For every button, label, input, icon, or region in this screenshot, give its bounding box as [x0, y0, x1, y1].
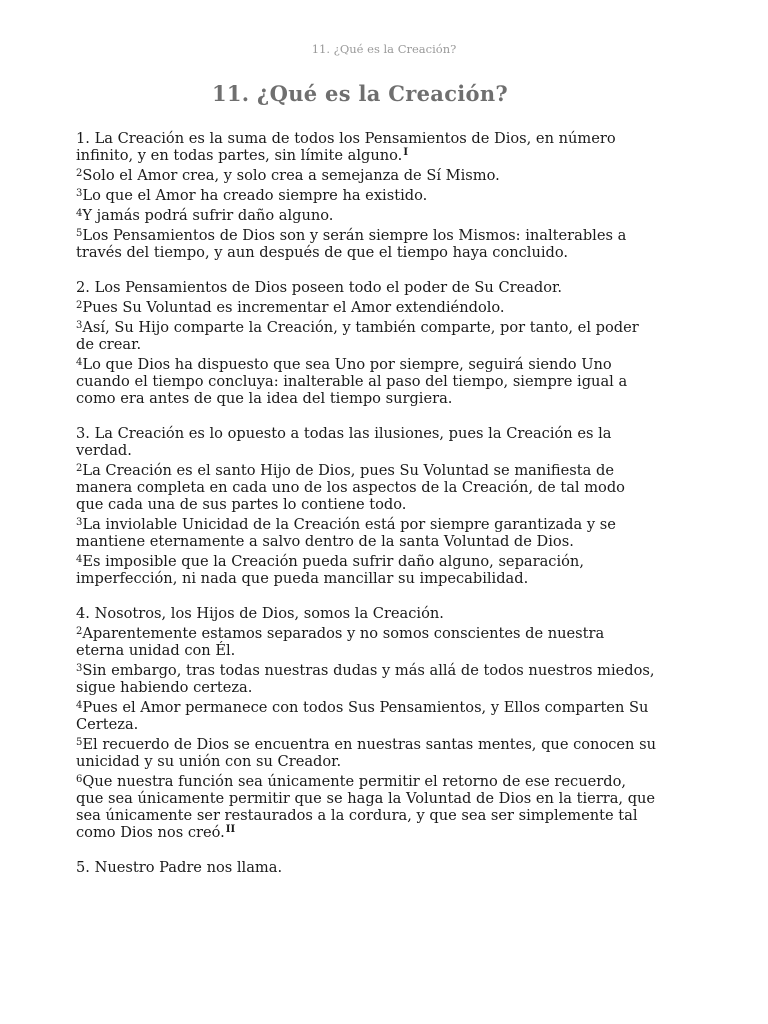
document-body	[76, 130, 656, 894]
verse-number: 6	[76, 774, 83, 785]
paragraph-text: El recuerdo de Dios se encuentra en nuestras santas mentes, que conocen su unicidad y su unión con su Creador.	[76, 736, 656, 770]
verse-number: 3	[76, 663, 83, 674]
paragraph-text: Pues el Amor permanece con todos Sus Pensamientos, y Ellos comparten Su Certeza.	[76, 699, 649, 733]
paragraph-text: 5. Nuestro Padre nos llama.	[76, 859, 283, 876]
section-1	[76, 130, 656, 261]
page-title: 11. ¿Qué es la Creación?	[211, 81, 509, 106]
paragraph	[76, 625, 656, 659]
paragraph	[76, 736, 656, 770]
paragraph-text: Y jamás podrá sufrir daño alguno.	[82, 207, 334, 224]
paragraph-text: Es imposible que la Creación pueda sufrir daño alguno, separación, imperfección, ni nada que pueda mancillar su impecabilidad.	[76, 553, 584, 587]
paragraph	[76, 605, 656, 622]
paragraph-text: Sin embargo, tras todas nuestras dudas y más allá de todos nuestros miedos, sigue habiendo certeza.	[76, 662, 655, 696]
verse-number: 2	[76, 626, 83, 637]
paragraph	[76, 299, 656, 316]
verse-number: 5	[76, 737, 83, 748]
paragraph-text: Que nuestra función sea únicamente permitir el retorno de ese recuerdo, que sea únicamente permitir que se haga la Voluntad de Dios en la tierra, que sea únicamente ser restaurados a la cordura, y que sea ser simplemente tal como Dios nos creó.	[76, 773, 656, 841]
verse-number: 2	[76, 168, 83, 179]
paragraph-text: 1. La Creación es la suma de todos los Pensamientos de Dios, en número infinito, y en todas partes, sin límite alguno.	[76, 130, 616, 164]
paragraph	[76, 859, 656, 876]
paragraph	[76, 167, 656, 184]
paragraph-text: La inviolable Unicidad de la Creación está por siempre garantizada y se mantiene eternamente a salvo dentro de la santa Voluntad de Dios.	[76, 516, 616, 550]
verse-number: 4	[76, 700, 83, 711]
paragraph-text: Lo que el Amor ha creado siempre ha existido.	[82, 187, 428, 204]
verse-number: 3	[76, 320, 83, 331]
paragraph	[76, 356, 656, 407]
paragraph-text: 2. Los Pensamientos de Dios poseen todo el poder de Su Creador.	[76, 279, 563, 296]
paragraph-text: Los Pensamientos de Dios son y serán siempre los Mismos: inalterables a través del tiempo, y aun después de que el tiempo haya concluido.	[76, 227, 627, 261]
paragraph	[76, 425, 656, 459]
paragraph-text: 3. La Creación es lo opuesto a todas las ilusiones, pues la Creación es la verdad.	[76, 425, 612, 459]
verse-number: 5	[76, 228, 83, 239]
verse-number: 2	[76, 463, 83, 474]
paragraph	[76, 227, 656, 261]
section-4	[76, 605, 656, 841]
section-5	[76, 859, 656, 876]
paragraph-text: Lo que Dios ha dispuesto que sea Uno por siempre, seguirá siendo Uno cuando el tiempo concluya: inalterable al paso del tiempo, siempre igual a como era antes de que la idea del tiempo surgiera.	[76, 356, 628, 407]
paragraph-text: La Creación es el santo Hijo de Dios, pues Su Voluntad se manifiesta de manera completa en cada uno de los aspectos de la Creación, de tal modo que cada una de sus partes lo contiene todo.	[76, 462, 625, 513]
footnote-marker[interactable]: I	[403, 147, 409, 158]
paragraph	[76, 553, 656, 587]
section-2	[76, 279, 656, 407]
paragraph	[76, 516, 656, 550]
verse-number: 4	[76, 208, 83, 219]
verse-number: 3	[76, 188, 83, 199]
paragraph	[76, 207, 656, 224]
paragraph	[76, 773, 656, 841]
paragraph	[76, 130, 656, 164]
paragraph-text: Aparentemente estamos separados y no somos conscientes de nuestra eterna unidad con Él.	[76, 625, 605, 659]
footnote-marker[interactable]: II	[225, 824, 236, 835]
running-head: 11. ¿Qué es la Creación?	[311, 42, 457, 56]
verse-number: 4	[76, 357, 83, 368]
paragraph	[76, 699, 656, 733]
verse-number: 4	[76, 554, 83, 565]
paragraph	[76, 462, 656, 513]
paragraph-text: Así, Su Hijo comparte la Creación, y también comparte, por tanto, el poder de crear.	[76, 319, 639, 353]
paragraph	[76, 662, 656, 696]
verse-number: 3	[76, 517, 83, 528]
paragraph-text: 4. Nosotros, los Hijos de Dios, somos la Creación.	[76, 605, 444, 622]
paragraph-text: Pues Su Voluntad es incrementar el Amor extendiéndolo.	[82, 299, 505, 316]
paragraph-text: Solo el Amor crea, y solo crea a semejanza de Sí Mismo.	[82, 167, 500, 184]
paragraph	[76, 187, 656, 204]
verse-number: 2	[76, 300, 83, 311]
paragraph	[76, 279, 656, 296]
paragraph	[76, 319, 656, 353]
section-3	[76, 425, 656, 587]
